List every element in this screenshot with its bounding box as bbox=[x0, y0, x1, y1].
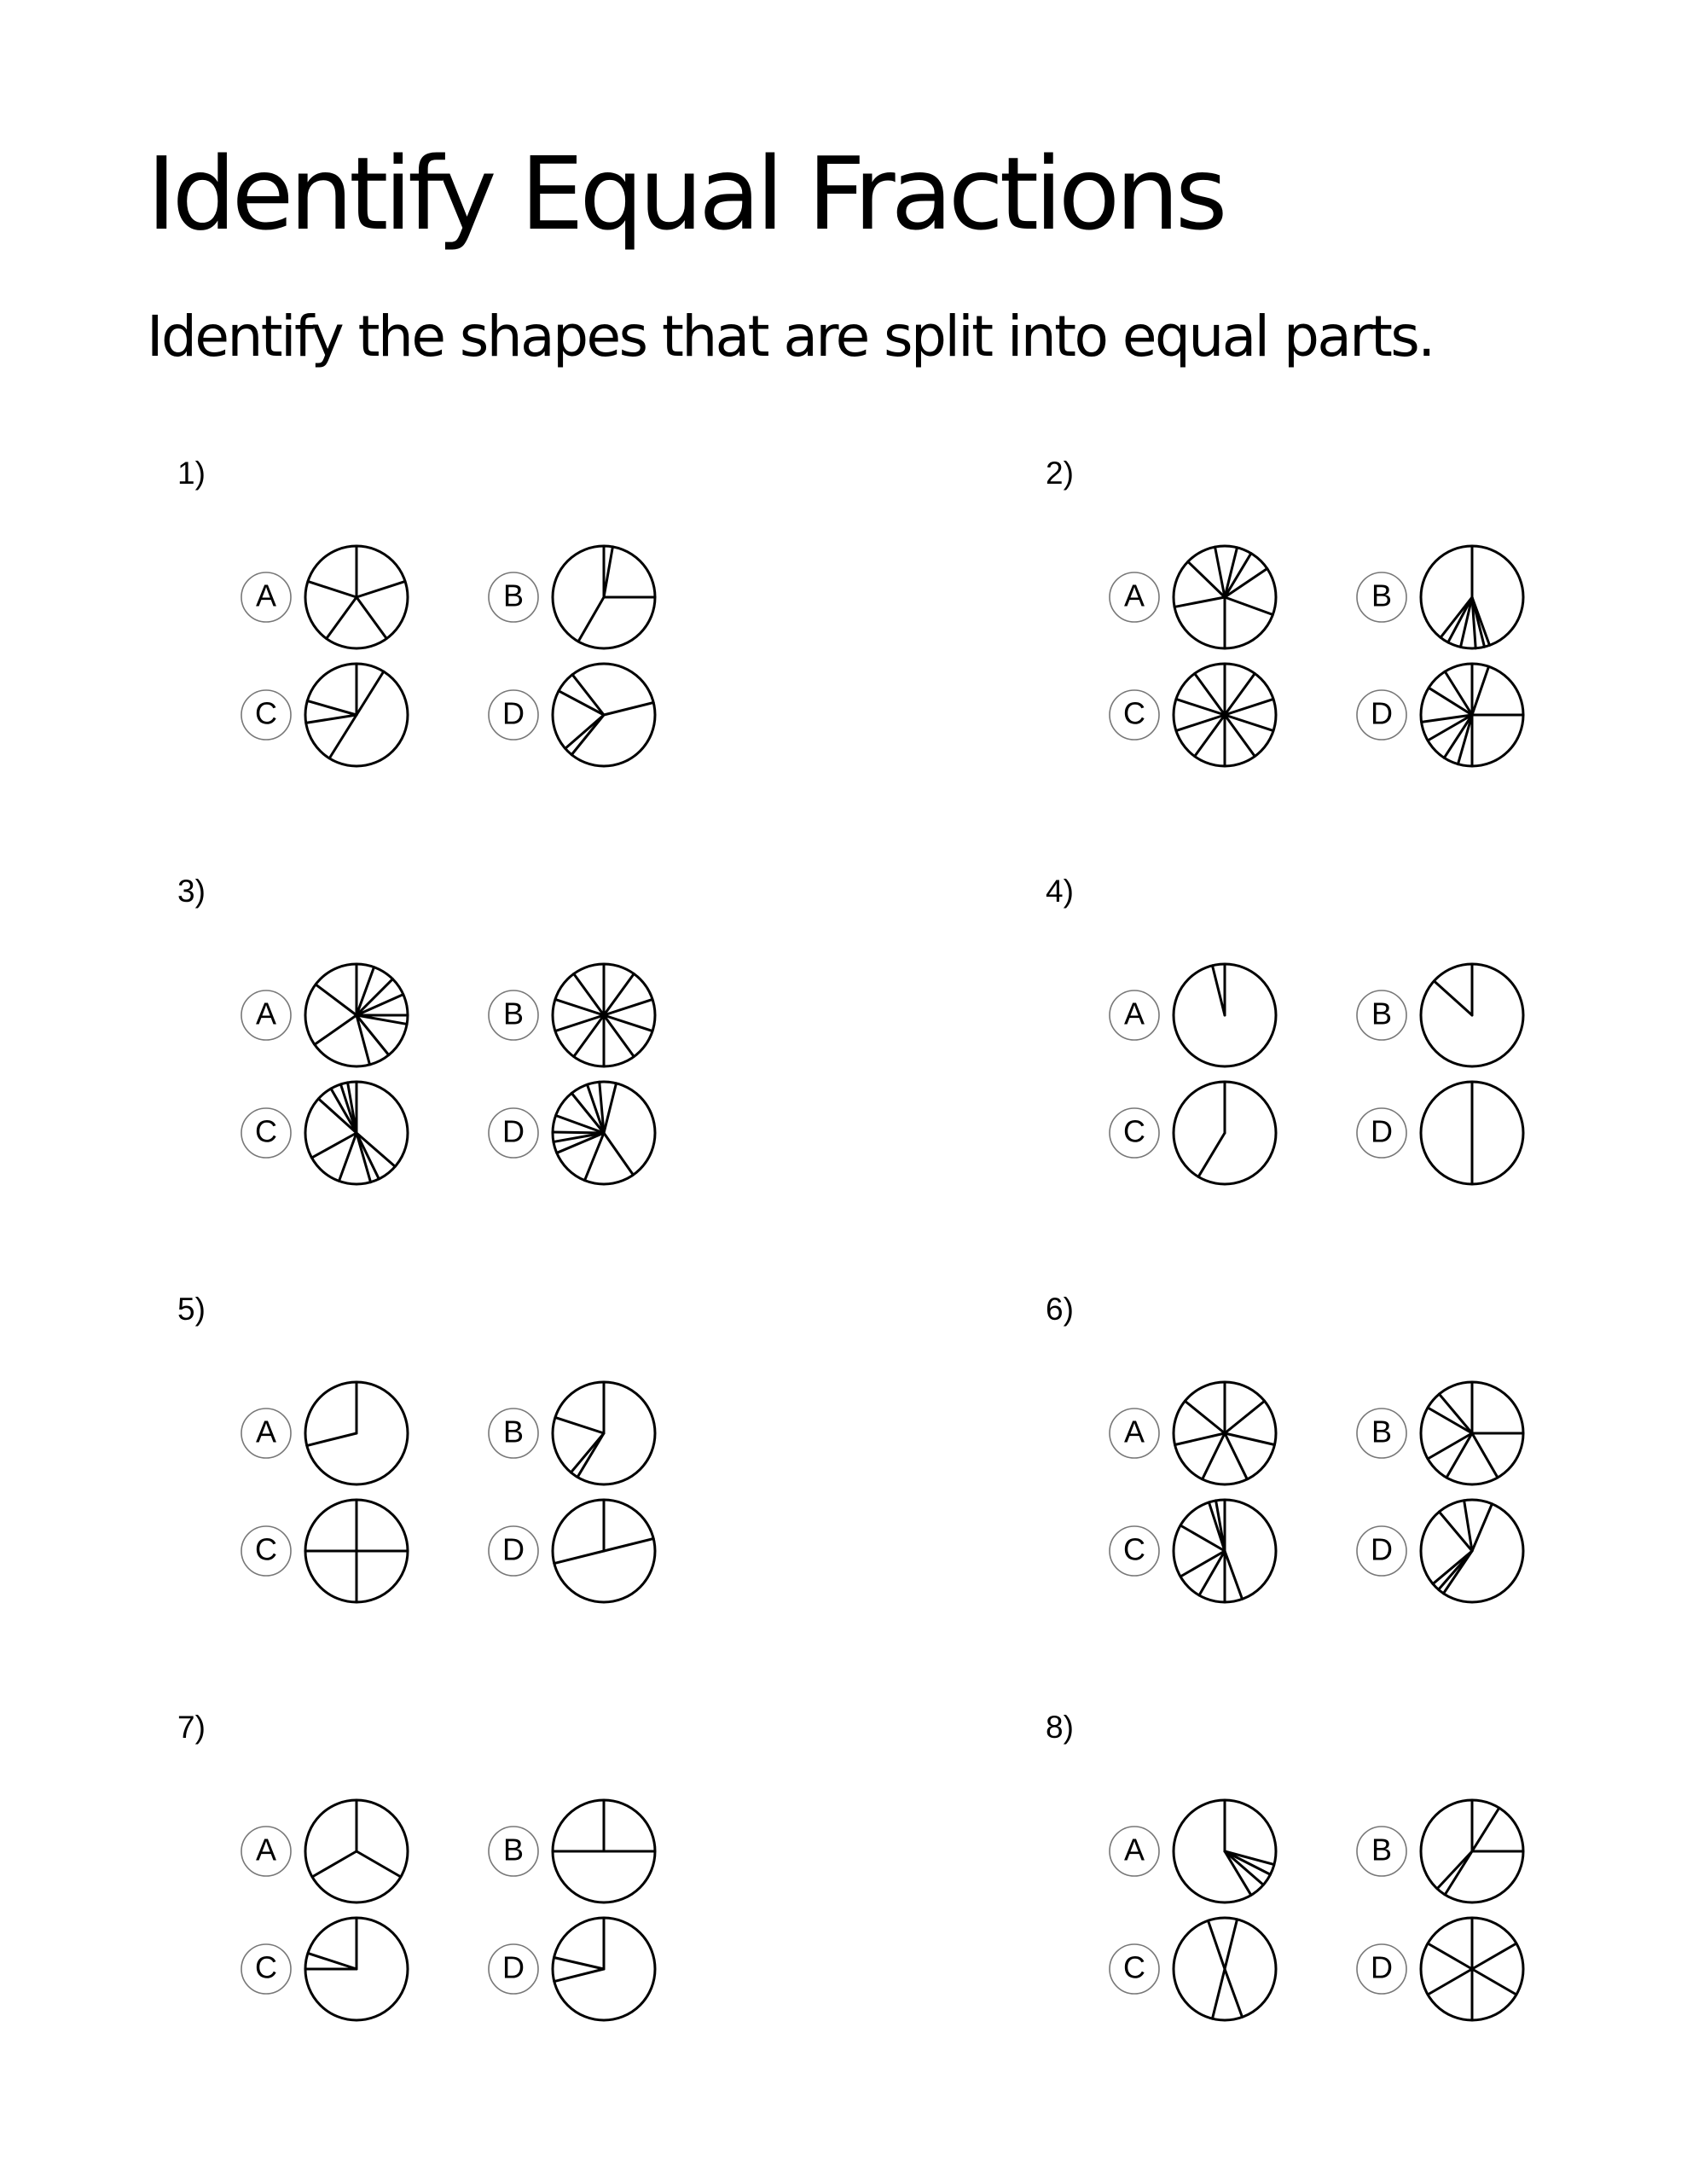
option-letter: B bbox=[502, 1832, 525, 1867]
partition-line bbox=[1429, 688, 1472, 715]
partition-line bbox=[308, 581, 357, 597]
partition-line bbox=[1444, 715, 1472, 758]
partition-line bbox=[565, 715, 604, 748]
answer-option-c[interactable] bbox=[1110, 1500, 1276, 1602]
partition-line bbox=[1185, 1401, 1225, 1433]
partition-line bbox=[357, 671, 384, 715]
partition-line bbox=[1472, 1943, 1516, 1969]
partition-line bbox=[1225, 597, 1272, 615]
partition-line bbox=[1174, 597, 1225, 607]
options-area bbox=[147, 1280, 693, 1655]
options-area bbox=[147, 1698, 693, 2073]
option-letter: D bbox=[502, 1949, 525, 1985]
option-letter: A bbox=[1123, 578, 1145, 613]
partition-line bbox=[1428, 1969, 1472, 1995]
partition-line bbox=[1225, 1433, 1247, 1479]
partition-line bbox=[1434, 981, 1472, 1015]
partition-line bbox=[604, 702, 653, 715]
option-letter: D bbox=[1371, 695, 1393, 731]
partition-line bbox=[357, 1851, 401, 1877]
partition-line bbox=[1198, 1133, 1225, 1176]
answer-option-b[interactable] bbox=[489, 546, 655, 648]
answer-option-c[interactable] bbox=[241, 664, 408, 766]
partition-line bbox=[555, 1417, 604, 1433]
answer-option-d[interactable] bbox=[489, 1082, 655, 1184]
answer-option-c[interactable] bbox=[1110, 664, 1276, 766]
answer-option-c[interactable] bbox=[1110, 1918, 1276, 2020]
problem-number: 6) bbox=[1046, 1292, 1074, 1327]
partition-line bbox=[554, 1551, 604, 1564]
partition-line bbox=[1472, 1433, 1498, 1478]
partition-line bbox=[1212, 966, 1225, 1015]
partition-line bbox=[306, 715, 357, 723]
answer-option-c[interactable] bbox=[241, 1918, 408, 2020]
option-letter: C bbox=[1123, 1949, 1145, 1985]
option-letter: C bbox=[1123, 695, 1145, 731]
answer-option-b[interactable] bbox=[489, 964, 655, 1066]
option-letter: D bbox=[1371, 1531, 1393, 1567]
option-letter: B bbox=[502, 996, 525, 1031]
partition-line bbox=[1448, 597, 1472, 642]
problem-number: 4) bbox=[1046, 874, 1074, 909]
answer-option-d[interactable] bbox=[1357, 1500, 1523, 1602]
partition-line bbox=[1225, 1551, 1243, 1599]
partition-line bbox=[1428, 1943, 1472, 1969]
problem bbox=[1015, 1280, 1561, 1655]
partition-line bbox=[308, 1953, 357, 1969]
option-letter: A bbox=[255, 1832, 277, 1867]
partition-line bbox=[1472, 1504, 1492, 1551]
problem-number: 8) bbox=[1046, 1710, 1074, 1745]
option-letter: C bbox=[255, 695, 277, 731]
option-letter: B bbox=[502, 1414, 525, 1449]
answer-option-a[interactable] bbox=[241, 1382, 408, 1484]
partition-line bbox=[554, 1958, 604, 1970]
partition-line bbox=[1472, 1969, 1516, 1995]
answer-option-d[interactable] bbox=[1357, 1082, 1523, 1184]
answer-option-a[interactable] bbox=[241, 1800, 408, 1902]
problem bbox=[1015, 444, 1561, 819]
option-letter: D bbox=[1371, 1949, 1393, 1985]
answer-option-d[interactable] bbox=[489, 1500, 655, 1602]
options-area bbox=[1015, 444, 1561, 819]
options-area bbox=[147, 862, 693, 1237]
partition-line bbox=[571, 1433, 604, 1472]
partition-line bbox=[1225, 1969, 1243, 2017]
partition-line bbox=[1437, 1851, 1472, 1889]
partition-line bbox=[604, 547, 612, 597]
partition-line bbox=[604, 1538, 653, 1551]
option-letter: D bbox=[502, 1531, 525, 1567]
partition-line bbox=[316, 985, 357, 1015]
option-letter: A bbox=[255, 1414, 277, 1449]
option-letter: D bbox=[1371, 1113, 1393, 1149]
partition-line bbox=[315, 1015, 357, 1044]
partition-line bbox=[1225, 1401, 1265, 1433]
problem bbox=[147, 862, 693, 1237]
partition-line bbox=[604, 1083, 617, 1133]
worksheet-title: Identify Equal Fractions bbox=[147, 135, 1224, 253]
problem-number: 3) bbox=[177, 874, 206, 909]
option-letter: A bbox=[1123, 996, 1145, 1031]
partition-line bbox=[559, 691, 604, 715]
partition-line bbox=[1212, 1969, 1225, 2018]
partition-line bbox=[327, 597, 357, 639]
option-letter: A bbox=[1123, 1832, 1145, 1867]
problem-number: 2) bbox=[1046, 456, 1074, 491]
answer-option-b[interactable] bbox=[1357, 964, 1523, 1066]
option-letter: B bbox=[502, 578, 525, 613]
partition-line bbox=[1445, 671, 1472, 715]
problem bbox=[147, 1280, 693, 1655]
worksheet-instructions: Identify the shapes that are split into equal parts. bbox=[147, 304, 1434, 369]
option-letter: C bbox=[255, 1531, 277, 1567]
partition-line bbox=[1225, 1920, 1238, 1969]
partition-line bbox=[357, 597, 386, 639]
problem bbox=[1015, 862, 1561, 1237]
partition-line bbox=[307, 1433, 357, 1446]
problem-number: 5) bbox=[177, 1292, 206, 1327]
partition-line bbox=[1203, 1433, 1225, 1479]
option-letter: B bbox=[1371, 996, 1393, 1031]
partition-line bbox=[604, 1133, 633, 1175]
answer-option-b[interactable] bbox=[489, 1382, 655, 1484]
options-area bbox=[1015, 1698, 1561, 2073]
partition-line bbox=[357, 581, 405, 597]
options-area bbox=[1015, 1280, 1561, 1655]
partition-line bbox=[1208, 1920, 1225, 1969]
answer-option-a[interactable] bbox=[1110, 964, 1276, 1066]
partition-line bbox=[554, 1969, 604, 1982]
partition-line bbox=[329, 715, 357, 758]
partition-line bbox=[1472, 666, 1489, 715]
partition-line bbox=[553, 1132, 604, 1133]
partition-line bbox=[571, 715, 604, 755]
option-letter: A bbox=[1123, 1414, 1145, 1449]
option-letter: A bbox=[255, 578, 277, 613]
partition-line bbox=[1439, 1394, 1472, 1433]
answer-option-b[interactable] bbox=[1357, 546, 1523, 648]
answer-option-c[interactable] bbox=[241, 1500, 408, 1602]
problem bbox=[147, 444, 693, 819]
option-letter: C bbox=[255, 1949, 277, 1985]
answer-option-d[interactable] bbox=[1357, 664, 1523, 766]
answer-option-a[interactable] bbox=[1110, 546, 1276, 648]
partition-line bbox=[1225, 1433, 1274, 1445]
answer-option-a[interactable] bbox=[1110, 1800, 1276, 1902]
problem-number: 1) bbox=[177, 456, 206, 491]
answer-option-c[interactable] bbox=[1110, 1082, 1276, 1184]
answer-option-a[interactable] bbox=[241, 964, 408, 1066]
option-letter: A bbox=[255, 996, 277, 1031]
partition-line bbox=[1445, 1851, 1472, 1895]
option-letter: D bbox=[502, 1113, 525, 1149]
option-letter: B bbox=[1371, 578, 1393, 613]
answer-option-d[interactable] bbox=[489, 664, 655, 766]
answer-option-a[interactable] bbox=[241, 546, 408, 648]
partition-line bbox=[1175, 1433, 1225, 1445]
options-area bbox=[147, 444, 693, 819]
option-letter: C bbox=[1123, 1531, 1145, 1567]
problem bbox=[1015, 1698, 1561, 2073]
partition-line bbox=[1225, 554, 1251, 597]
option-letter: D bbox=[502, 695, 525, 731]
answer-option-b[interactable] bbox=[1357, 1800, 1523, 1902]
answer-option-d[interactable] bbox=[489, 1918, 655, 2020]
answer-option-d[interactable] bbox=[1357, 1918, 1523, 2020]
partition-line bbox=[1428, 1408, 1472, 1433]
partition-line bbox=[578, 597, 604, 642]
answer-option-a[interactable] bbox=[1110, 1382, 1276, 1484]
partition-line bbox=[307, 700, 357, 715]
partition-line bbox=[1472, 1808, 1499, 1851]
option-letter: B bbox=[1371, 1414, 1393, 1449]
answer-option-c[interactable] bbox=[241, 1082, 408, 1184]
problem bbox=[147, 1698, 693, 2073]
option-letter: C bbox=[1123, 1113, 1145, 1149]
options-area bbox=[1015, 862, 1561, 1237]
partition-line bbox=[572, 675, 604, 715]
option-letter: B bbox=[1371, 1832, 1393, 1867]
answer-option-b[interactable] bbox=[489, 1800, 655, 1902]
answer-option-b[interactable] bbox=[1357, 1382, 1523, 1484]
partition-line bbox=[312, 1851, 357, 1877]
option-letter: C bbox=[255, 1113, 277, 1149]
problem-number: 7) bbox=[177, 1710, 206, 1745]
